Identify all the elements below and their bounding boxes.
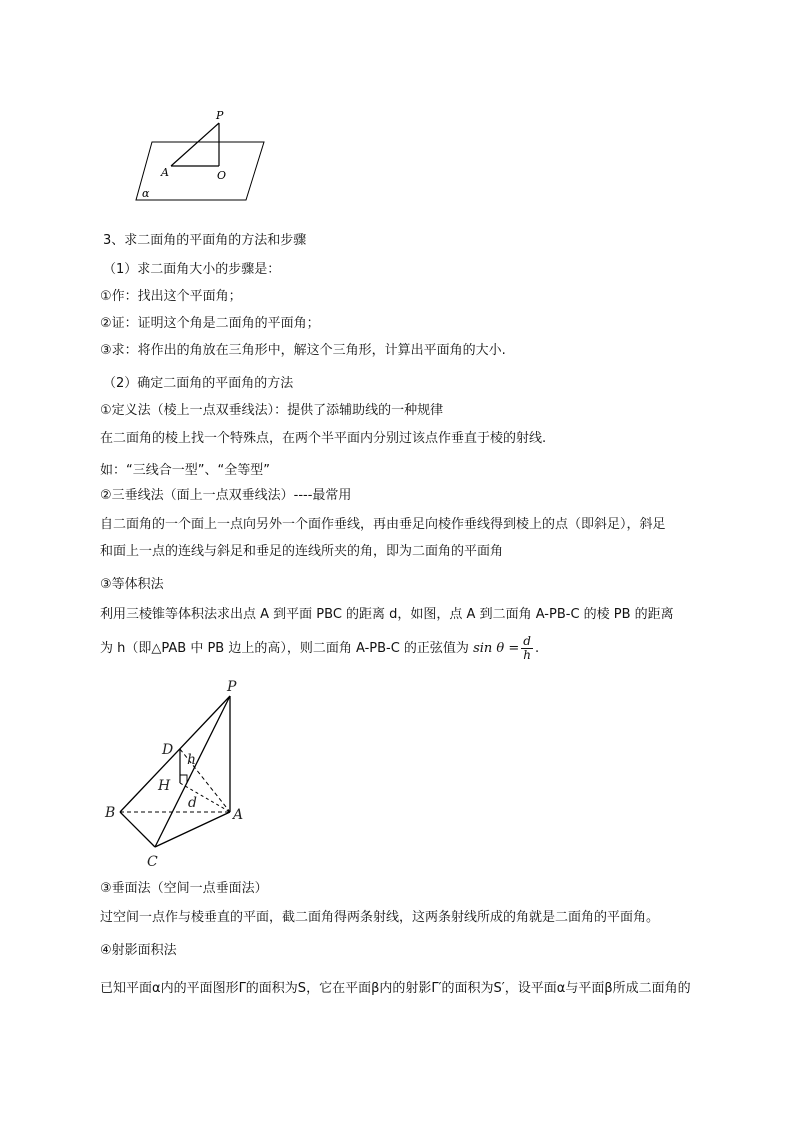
method-2-title: ②三垂线法（面上一点双垂线法）----最常用 xyxy=(100,488,352,503)
label-d: D xyxy=(162,742,174,758)
label-p: P xyxy=(216,109,224,122)
label-c: C xyxy=(147,854,158,870)
label-h-small: h xyxy=(187,752,197,768)
label-p2: P xyxy=(227,679,237,695)
plane-alpha xyxy=(136,142,264,200)
section-heading: 3、求二面角的平面角的方法和步骤 xyxy=(103,233,307,248)
fraction-numerator: d xyxy=(523,634,531,648)
step-1: ①作：找出这个平面角； xyxy=(100,289,242,304)
label-h-foot: H xyxy=(158,778,171,794)
method-3-text-a: 利用三棱锥等体积法求出点 A 到平面 PBC 的距离 d，如图，点 A 到二面角 A-PB-C 的棱 PB 的距离 xyxy=(100,607,674,622)
method-2-text-a: 自二面角的一个面上一点向另外一个面作垂线，再由垂足向棱作垂线得到棱上的点（即斜足），斜足 xyxy=(100,517,666,532)
step-2: ②证：证明这个角是二面角的平面角； xyxy=(100,316,320,331)
sub-heading-1: （1）求二面角大小的步骤是： xyxy=(103,262,281,277)
edge-pc xyxy=(155,696,230,847)
figure-tetrahedron xyxy=(100,676,260,876)
method-4-text: 过空间一点作与棱垂直的平面，截二面角得两条射线，这两条射线所成的角就是二面角的平面角。 xyxy=(100,910,660,925)
sine-formula-lhs: sin θ = xyxy=(473,641,520,656)
label-d-small: d xyxy=(188,795,197,811)
edge-bc xyxy=(120,812,155,847)
edge-pb xyxy=(120,696,230,812)
sub-heading-2: （2）确定二面角的平面角的方法 xyxy=(103,376,294,391)
label-alpha: α xyxy=(142,187,150,200)
method-3-text-b-body: 为 h（即△PAB 中 PB 边上的高），则二面角 A-PB-C 的正弦值为 xyxy=(100,641,474,656)
label-b: B xyxy=(105,805,116,821)
method-3-title: ③等体积法 xyxy=(100,577,164,592)
label-o: O xyxy=(217,169,227,182)
sine-formula-fraction xyxy=(521,635,533,662)
segment-pa xyxy=(171,123,219,166)
edge-ca xyxy=(155,812,230,847)
figure-plane-projection xyxy=(130,105,270,205)
method-1-example: 如：“三线合一型”、“全等型” xyxy=(100,463,270,478)
sine-formula-end: . xyxy=(534,641,540,656)
fraction-denominator: h xyxy=(523,648,531,662)
method-5-title: ④射影面积法 xyxy=(100,943,177,958)
method-1-title: ①定义法（棱上一点双垂线法）：提供了添辅助线的一种规律 xyxy=(100,403,444,418)
right-angle-mark xyxy=(180,775,187,783)
step-3: ③求：将作出的角放在三角形中，解这个三角形，计算出平面角的大小. xyxy=(100,343,506,358)
method-5-text: 已知平面α内的平面图形Γ的面积为S，它在平面β内的射影Γ′的面积为S′，设平面α与平面β所成二面角的 xyxy=(100,981,691,996)
method-1-text: 在二面角的棱上找一个特殊点，在两个半平面内分别过该点作垂直于棱的射线. xyxy=(100,431,547,446)
label-a2: A xyxy=(233,807,244,823)
method-3-text-b xyxy=(100,634,539,664)
label-a: A xyxy=(161,166,169,179)
method-2-text-b: 和面上一点的连线与斜足和垂足的连线所夹的角，即为二面角的平面角 xyxy=(100,544,504,559)
method-4-title: ③垂面法（空间一点垂面法） xyxy=(100,881,268,896)
